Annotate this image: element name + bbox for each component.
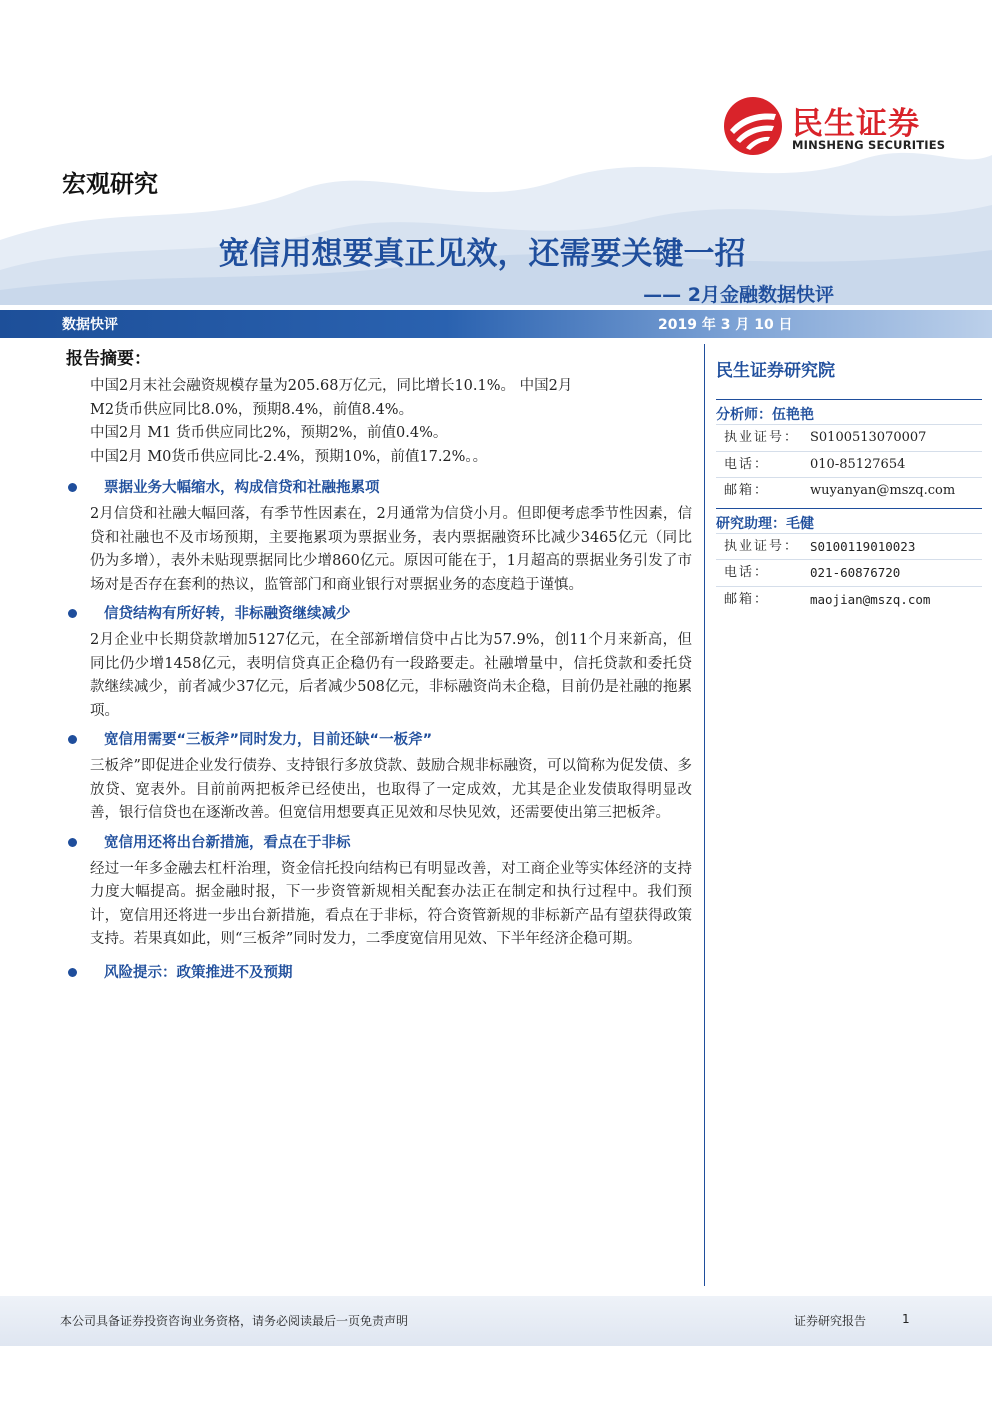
section-body: 三板斧”即促进企业发行债券、支持银行多放贷款、鼓励合规非标融资，可以简称为促发债、多放贷、宽表外。目前前两把板斧已经使出，也取得了一定成效，尤其是企业发债取得明显改善，银行信贷也在逐渐改善。但宽信用想要真正见效和尽快见效，还需要使出第三把板斧。 [90,758,692,821]
analyst-label: 分析师：伍艳艳 [716,399,982,424]
minsheng-logo-icon [722,96,784,156]
info-row [716,559,982,586]
info-key: 执业证号： [724,538,800,554]
info-key: 执业证号： [724,430,800,445]
page-footer [0,1296,992,1346]
email-link[interactable]: wuyanyan@mszq.com [810,483,956,498]
bullet-icon [68,483,77,492]
section-body: 2月信贷和社融大幅回落，有季节性因素在，2月通常为信贷小月。但即便考虑季节性因素，信贷和社融也不及市场预期，主要拖累项为票据业务，表内票据融资环比减少3465亿元（同比仍为多增），表外未贴现票据同比少增860亿元。原因可能在于，1月超高的票据业务引发了市场对是否存在套利的热议，监管部门和商业银行对票据业务的态度趋于谨慎。 [90,506,692,593]
abstract-line: M2货币供应同比8.0%，预期8.4%，前值8.4%。 [90,401,414,418]
info-key: 电话： [724,456,770,472]
bullet-icon [68,968,77,977]
bullet-icon [68,838,77,847]
email-link[interactable]: maojian@mszq.com [810,591,931,607]
brand-logo [722,96,952,156]
info-key: 邮箱： [724,591,770,607]
info-row [716,424,982,451]
info-row [716,533,982,560]
info-value: S0100119010023 [810,538,916,554]
logo-text-en: MINSHENG SECURITIES [792,138,946,152]
section-heading: 宽信用还将出台新措施，看点在于非标 [62,832,692,854]
section-heading: 宽信用需要“三板斧”同时发力，目前还缺“一板斧” [62,729,692,751]
bullet-icon [68,735,77,744]
abstract-line: 中国2月 M0货币供应同比-2.4%，预期10%，前值17.2%。。 [90,448,488,465]
info-key: 电话： [724,565,770,580]
report-date: 2019 年 3 月 10 日 [658,317,793,333]
assistant-label: 研究助理：毛健 [716,508,982,533]
report-category: 宏观研究 [62,170,158,198]
footer-disclaimer: 本公司具备证券投资咨询业务资格，请务必阅读最后一页免责声明 [60,1314,409,1328]
section-heading: 票据业务大幅缩水，构成信贷和社融拖累项 [62,477,692,499]
column-divider [704,344,705,1286]
sidebar [716,356,982,612]
institute-name: 民生证券研究院 [716,361,835,381]
logo-text: 民生证券 [792,106,920,142]
footer-report-type: 证券研究报告 [794,1314,867,1328]
report-type-tag: 数据快评 [62,317,118,333]
info-row [716,477,982,504]
section-body: 2月企业中长期贷款增加5127亿元，在全部新增信贷中占比为57.9%，创11个月来新高，但同比仍少增1458亿元，表明信贷真正企稳仍有一段路要走。社融增量中，信托贷款和委托贷款继续减少，前者减少37亿元，后者减少508亿元，非标融资尚未企稳，目前仍是社融的拖累项。 [90,632,692,719]
info-key: 邮箱： [724,483,770,498]
info-row [716,451,982,478]
info-row [716,586,982,613]
main-content [62,344,692,988]
abstract-heading: 报告摘要： [66,349,151,369]
page-number: 1 [902,1312,910,1326]
section-heading: 信贷结构有所好转，非标融资继续减少 [62,603,692,625]
report-title: 宽信用想要真正见效，还需要关键一招 [218,236,746,272]
report-subtitle: —— 2月金融数据快评 [643,284,834,306]
info-value: 021-60876720 [810,565,901,580]
info-value: S0100513070007 [810,430,927,445]
section-heading: 风险提示：政策推进不及预期 [62,962,692,984]
bullet-icon [68,609,77,618]
section-body: 经过一年多金融去杠杆治理，资金信托投向结构已有明显改善，对工商企业等实体经济的支持力度大幅提高。据金融时报，下一步资管新规相关配套办法正在制定和执行过程中。我们预计，宽信用还将进一步出台新措施，看点在于非标，符合资管新规的非标新产品有望获得政策支持。若果真如此，则“三板斧”同时发力，二季度宽信用见效、下半年经济企稳可期。 [90,860,692,947]
info-value: 010-85127654 [810,456,906,472]
header-band [0,310,992,338]
abstract-line: 中国2月末社会融资规模存量为205.68万亿元，同比增长10.1%。 中国2月 [90,378,573,394]
abstract-line: 中国2月 M1 货币供应同比2%，预期2%，前值0.4%。 [90,425,448,441]
